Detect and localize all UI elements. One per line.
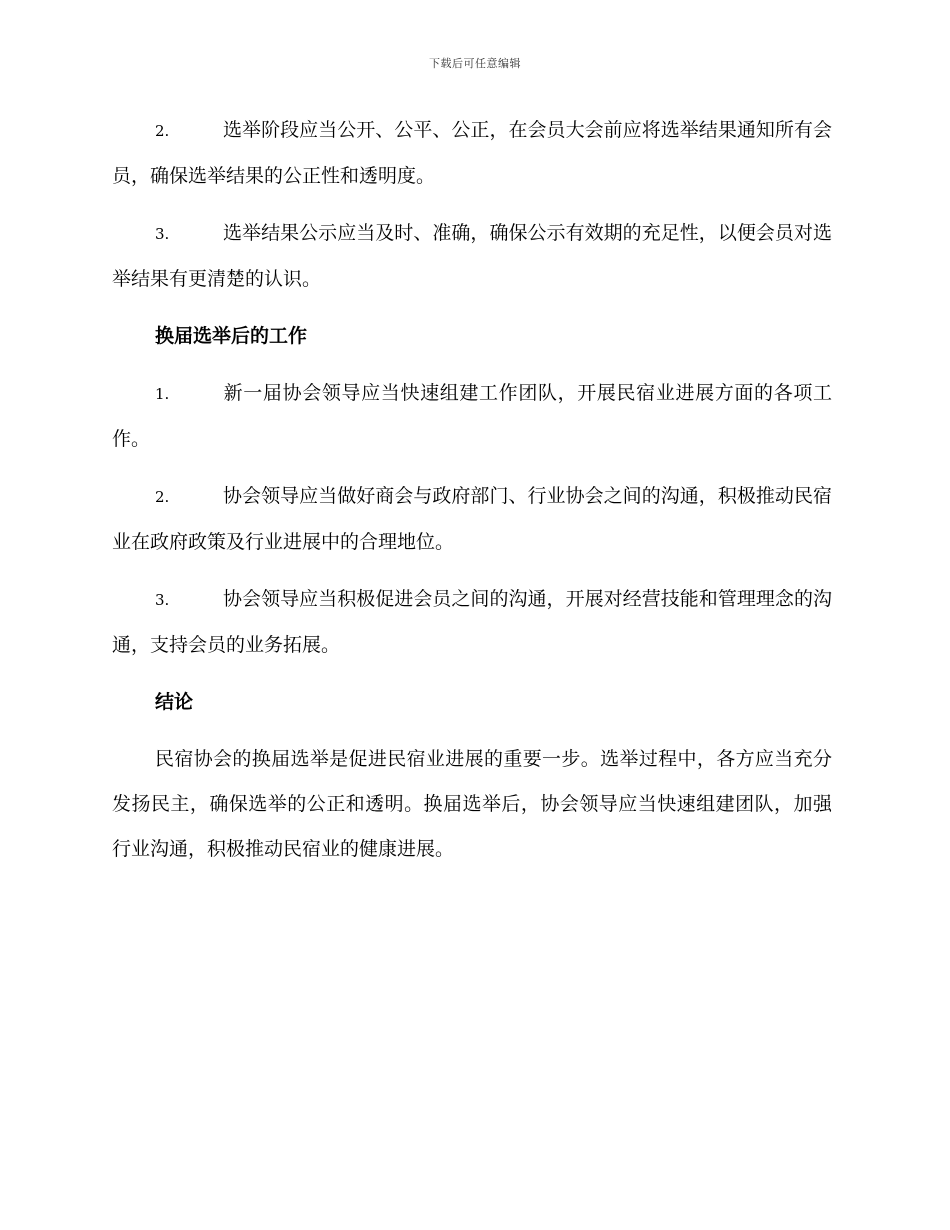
list-item-number: 3.: [155, 591, 170, 609]
list-item-number: 2.: [155, 122, 170, 140]
list-item: [112, 108, 832, 199]
section-heading: 换届选举后的工作: [155, 325, 308, 347]
list-item-text: 协会领导应当做好商会与政府部门、行业协会之间的沟通，积极推动民宿业在政府政策及行业进展中的合理地位。: [112, 485, 832, 553]
conclusion-paragraph: 民宿协会的换届选举是促进民宿业进展的重要一步。选举过程中，各方应当充分发扬民主，确保选举的公正和透明。换届选举后，协会领导应当快速组建团队，加强行业沟通，积极推动民宿业的健康进展。: [112, 748, 832, 860]
list-item-text: 选举结果公示应当及时、准确，确保公示有效期的充足性，以便会员对选举结果有更清楚的认识。: [112, 222, 832, 290]
list-item: [112, 474, 832, 565]
list-item-number: 2.: [155, 488, 170, 506]
list-item-number: 3.: [155, 225, 170, 243]
section-heading: 结论: [155, 691, 194, 713]
list-item-number: 1.: [155, 385, 170, 403]
list-item: [112, 577, 832, 668]
list-item-text: 新一届协会领导应当快速组建工作团队，开展民宿业进展方面的各项工作。: [112, 382, 832, 450]
list-item: [112, 371, 832, 462]
page-header: 下载后可任意编辑: [429, 57, 521, 70]
list-item-text: 协会领导应当积极促进会员之间的沟通，开展对经营技能和管理理念的沟通，支持会员的业务拓展。: [112, 588, 832, 656]
document-body: [112, 108, 832, 872]
list-item: [112, 211, 832, 302]
list-item-text: 选举阶段应当公开、公平、公正，在会员大会前应将选举结果通知所有会员，确保选举结果的公正性和透明度。: [112, 119, 832, 187]
